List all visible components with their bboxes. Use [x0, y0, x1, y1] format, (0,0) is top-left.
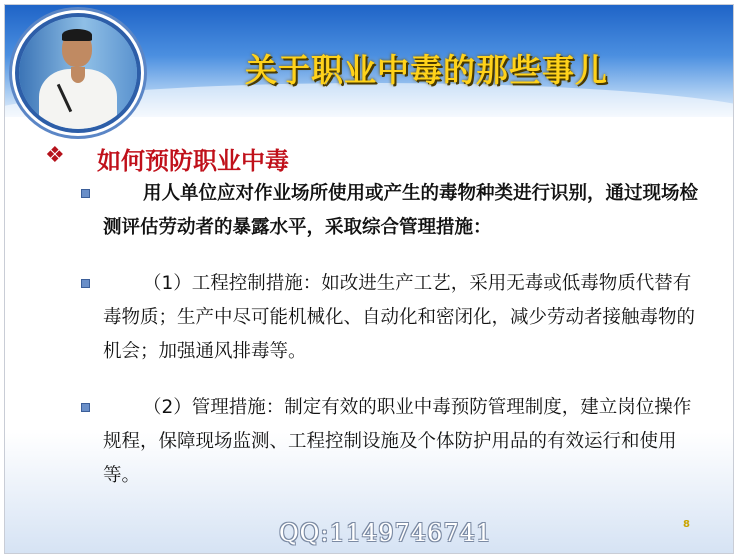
- speaker-photo: [15, 13, 141, 133]
- person-neck: [71, 67, 85, 83]
- paragraph-intro: [103, 177, 703, 245]
- square-bullet-icon: [81, 189, 90, 198]
- diamond-bullet-icon: ❖: [45, 143, 65, 168]
- square-bullet-icon: [81, 279, 90, 288]
- slide-title: 关于职业中毒的那些事儿: [245, 51, 609, 89]
- page-number: 8: [683, 519, 690, 530]
- section-title: 如何预防职业中毒: [97, 147, 289, 175]
- square-bullet-icon: [81, 403, 90, 412]
- slide: [4, 4, 734, 554]
- paragraph-management-measures: [103, 391, 703, 493]
- person-hair: [62, 29, 92, 41]
- paragraph-management-text: （2）管理措施：制定有效的职业中毒预防管理制度，建立岗位操作规程，保障现场监测、工程控制设施及个体防护用品的有效运行和使用等。: [103, 397, 692, 486]
- qq-watermark: QQ:1149746741: [279, 519, 493, 547]
- paragraph-intro-text: 用人单位应对作业场所使用或产生的毒物种类进行识别，通过现场检测评估劳动者的暴露水平，采取综合管理措施：: [103, 183, 699, 238]
- paragraph-engineering-controls: [103, 267, 703, 369]
- paragraph-engineering-text: （1）工程控制措施：如改进生产工艺，采用无毒或低毒物质代替有毒物质；生产中尽可能机械化、自动化和密闭化，减少劳动者接触毒物的机会；加强通风排毒等。: [103, 273, 696, 362]
